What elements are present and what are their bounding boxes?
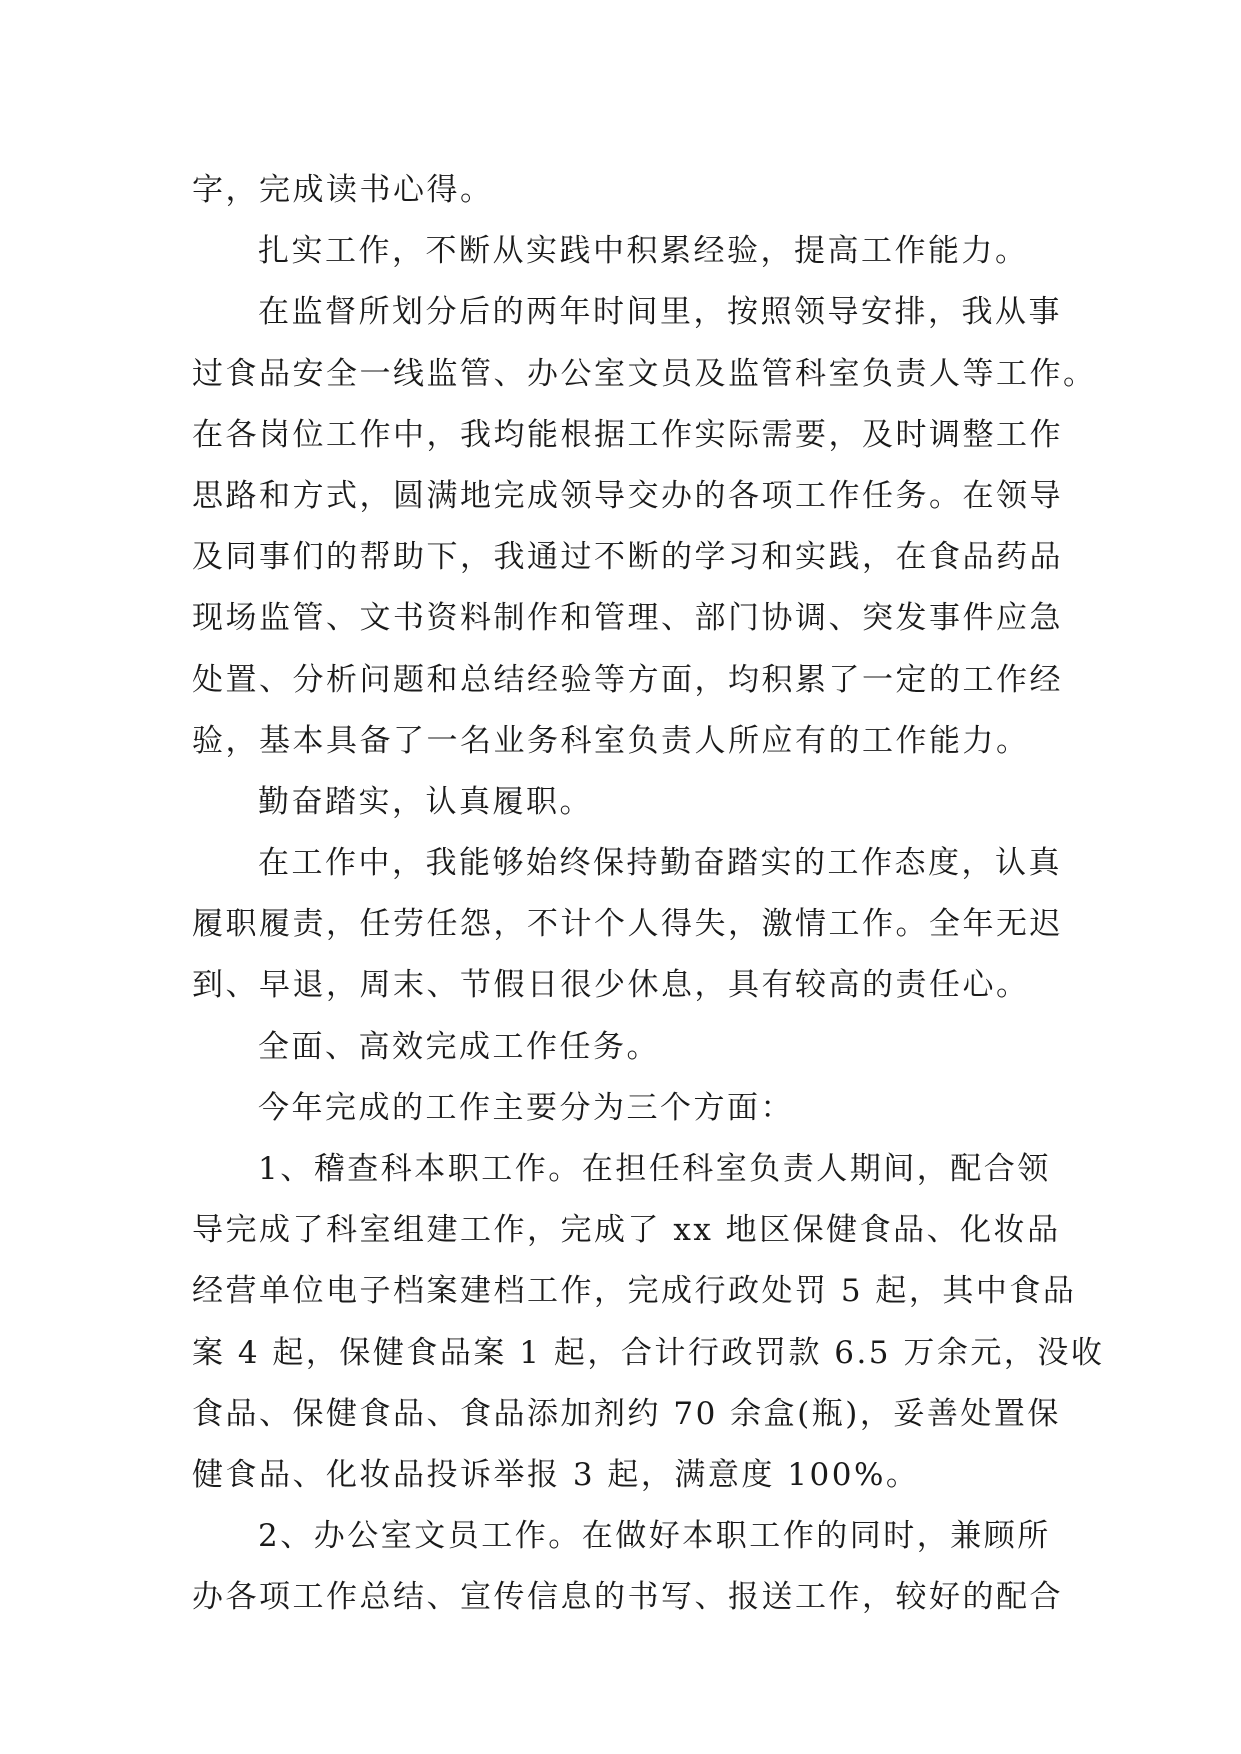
text-line: 过食品安全一线监管、办公室文员及监管科室负责人等工作。 (192, 355, 1097, 392)
text-line: 案 4 起，保健食品案 1 起，合计行政罚款 6.5 万余元，没收 (192, 1334, 1105, 1371)
text-line: 处置、分析问题和总结经验等方面，均积累了一定的工作经 (192, 661, 1063, 698)
text-line: 办各项工作总结、宣传信息的书写、报送工作，较好的配合 (192, 1579, 1063, 1616)
document-body (192, 160, 1105, 1629)
text-line: 在工作中，我能够始终保持勤奋踏实的工作态度，认真 (258, 845, 1062, 882)
text-line: 履职履责，任劳任怨，不计个人得失，激情工作。全年无迟 (192, 906, 1063, 943)
text-line: 在监督所划分后的两年时间里，按照领导安排，我从事 (258, 294, 1062, 331)
text-line: 食品、保健食品、食品添加剂约 70 余盒(瓶)，妥善处置保 (192, 1395, 1061, 1432)
text-line: 勤奋踏实，认真履职。 (258, 783, 593, 820)
text-line: 字，完成读书心得。 (192, 172, 494, 208)
text-line: 经营单位电子档案建档工作，完成行政处罚 5 起，其中食品 (192, 1273, 1077, 1310)
text-line: 2、办公室文员工作。在做好本职工作的同时，兼顾所 (258, 1518, 1051, 1555)
text-line: 到、早退，周末、节假日很少休息，具有较高的责任心。 (192, 967, 1030, 1004)
text-line: 导完成了科室组建工作，完成了 xx 地区保健食品、化妆品 (192, 1212, 1061, 1249)
text-line: 今年完成的工作主要分为三个方面： (258, 1089, 794, 1126)
text-line: 全面、高效完成工作任务。 (258, 1028, 660, 1065)
text-line: 思路和方式，圆满地完成领导交办的各项工作任务。在领导 (192, 477, 1063, 514)
text-line: 验，基本具备了一名业务科室负责人所应有的工作能力。 (192, 722, 1030, 759)
text-line: 及同事们的帮助下，我通过不断的学习和实践，在食品药品 (192, 539, 1063, 576)
text-line: 现场监管、文书资料制作和管理、部门协调、突发事件应急 (192, 600, 1063, 637)
text-line: 健食品、化妆品投诉举报 3 起，满意度 100%。 (192, 1456, 920, 1493)
text-line: 1、稽查科本职工作。在担任科室负责人期间，配合领 (258, 1151, 1051, 1187)
text-line: 扎实工作，不断从实践中积累经验，提高工作能力。 (258, 233, 1029, 270)
text-line: 在各岗位工作中，我均能根据工作实际需要，及时调整工作 (192, 416, 1063, 453)
